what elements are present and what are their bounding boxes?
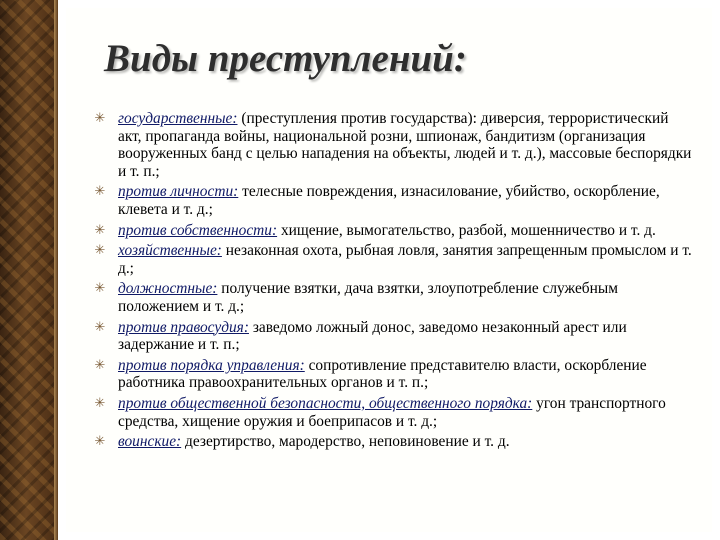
star-bullet-icon: ✳ bbox=[94, 184, 106, 200]
star-bullet-icon: ✳ bbox=[94, 319, 106, 335]
crime-category-term: государственные: bbox=[118, 110, 238, 127]
list-item bbox=[92, 110, 692, 180]
star-bullet-icon: ✳ bbox=[94, 357, 106, 373]
crime-category-description: телесные повреждения, изнасилование, убийство, оскорбление, клевета и т. д.; bbox=[118, 183, 660, 218]
star-bullet-icon: ✳ bbox=[94, 243, 106, 259]
list-item bbox=[92, 242, 692, 277]
crime-category-term: против правосудия: bbox=[118, 318, 249, 336]
crime-category-term: воинские: bbox=[118, 433, 182, 451]
list-item bbox=[92, 357, 692, 392]
crime-category-term: против собственности: bbox=[118, 221, 278, 239]
crime-types-list bbox=[92, 110, 692, 454]
list-item bbox=[92, 183, 692, 218]
crime-category-term: против общественной безопасности, общественного порядка: bbox=[118, 394, 533, 412]
crime-category-description: хищение, вымогательство, разбой, мошенничество и т. д. bbox=[277, 221, 656, 239]
crime-category-description: незаконная охота, рыбная ловля, занятия запрещенным промыслом и т. д.; bbox=[118, 242, 692, 277]
crime-category-description: получение взятки, дача взятки, злоупотребление служебным положением и т. д.; bbox=[118, 280, 618, 315]
list-item bbox=[92, 395, 692, 430]
decorative-side-strip bbox=[0, 0, 58, 540]
crime-category-description: угон транспортного средства, хищение оружия и боеприпасов и т. д.; bbox=[118, 394, 666, 430]
crime-category-description: сопротивление представителю власти, оскорбление работника правоохранительных органов и т. п.; bbox=[118, 356, 647, 392]
crime-category-description: (преступления против государства): диверсия, террористический акт, пропаганда войны, национальной розни, шпионаж, бандитизм (организация вооруженных банд с целью нападения на объекты, людей и т. д.), массовые беспорядки и т. п.; bbox=[118, 110, 692, 180]
crime-category-term: против личности: bbox=[118, 183, 239, 201]
crime-category-term: против порядка управления: bbox=[118, 356, 305, 374]
crime-category-term: хозяйственные: bbox=[118, 242, 222, 260]
list-item bbox=[92, 433, 692, 451]
list-item bbox=[92, 222, 692, 240]
crime-category-term: должностные: bbox=[118, 280, 218, 298]
star-bullet-icon: ✳ bbox=[94, 434, 106, 450]
list-item bbox=[92, 280, 692, 315]
star-bullet-icon: ✳ bbox=[94, 111, 106, 126]
star-bullet-icon: ✳ bbox=[94, 222, 106, 238]
crime-category-description: дезертирство, мародерство, неповиновение и т. д. bbox=[181, 433, 510, 451]
slide-title: Виды преступлений: bbox=[104, 37, 467, 80]
star-bullet-icon: ✳ bbox=[94, 281, 106, 297]
star-bullet-icon: ✳ bbox=[94, 395, 106, 411]
crime-category-description: заведомо ложный донос, заведомо незаконный арест или задержание и т. п.; bbox=[118, 318, 627, 354]
list-item bbox=[92, 319, 692, 354]
